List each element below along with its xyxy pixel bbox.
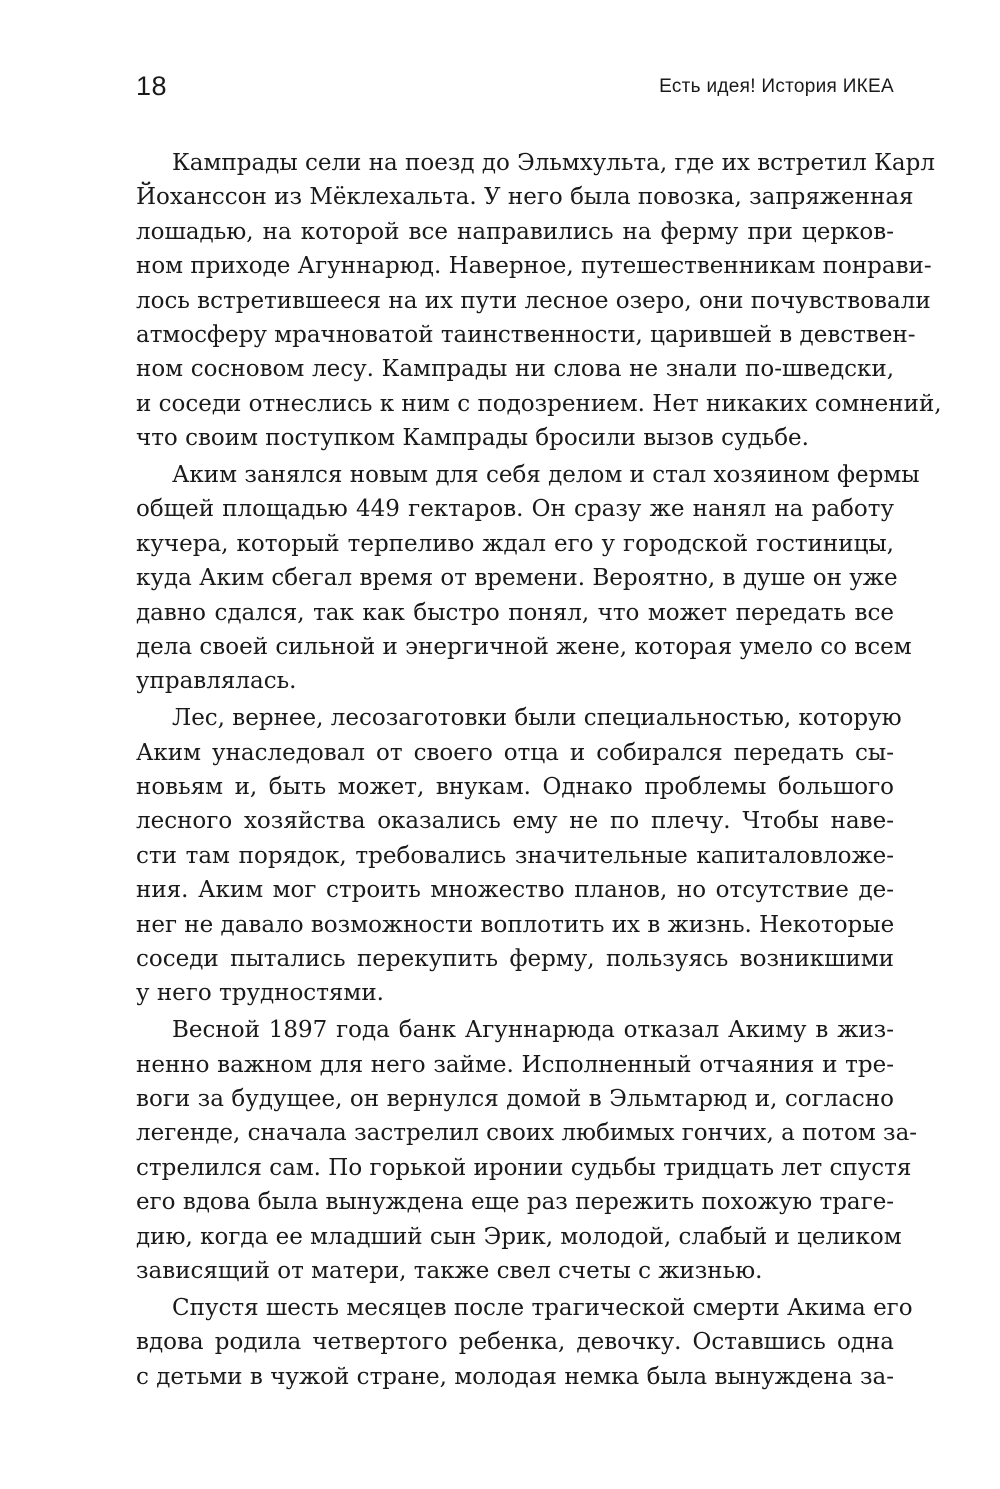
text-line: дию, когда ее младший сын Эрик, молодой, слабый и целиком xyxy=(136,1223,902,1250)
paragraph xyxy=(136,701,902,1011)
page-header xyxy=(136,70,894,110)
text-line: общей площадью 449 гектаров. Он сразу же нанял на работу xyxy=(136,496,894,523)
text-line: зависящий от матери, также свел счеты с жизнью. xyxy=(136,1258,763,1284)
text-line: вдова родила четвертого ребенка, девочку. Оставшись одна xyxy=(136,1329,894,1356)
text-line: лесного хозяйства оказались ему не по плечу. Чтобы наве- xyxy=(136,808,894,835)
text-line: Кампрады сели на поезд до Эльмхульта, где их встретил Карл xyxy=(172,150,935,176)
text-line: что своим поступком Кампрады бросили вызов судьбе. xyxy=(136,425,809,452)
page-number: 18 xyxy=(136,71,168,101)
text-line: лось встретившееся на их пути лесное озеро, они почувствовали xyxy=(136,287,931,314)
text-line: Лес, вернее, лесозаготовки были специальностью, которую xyxy=(172,705,902,732)
paragraph xyxy=(136,146,942,456)
paragraph xyxy=(136,458,920,699)
text-line: Спустя шесть месяцев после трагической смерти Акима его xyxy=(172,1294,913,1321)
body-text xyxy=(136,146,942,1394)
text-line: Аким занялся новым для себя делом и стал хозяином фермы xyxy=(172,462,920,489)
text-line: ном сосновом лесу. Кампрады ни слова не знали по-шведски, xyxy=(136,356,894,383)
running-title: Есть идея! История ИКЕА xyxy=(659,76,894,97)
text-line: атмосферу мрачноватой таинственности, царившей в девствен- xyxy=(136,321,916,348)
paragraph xyxy=(136,1291,913,1394)
text-line: ном приходе Агуннарюд. Наверное, путешественникам понрави- xyxy=(136,253,932,280)
paragraph xyxy=(136,1013,918,1288)
text-line: Аким унаследовал от своего отца и собирался передать сы- xyxy=(136,739,894,766)
text-line: ненно важном для него займе. Исполненный отчаяния и тре- xyxy=(136,1051,894,1078)
text-line: нег не давало возможности воплотить их в жизнь. Некоторые xyxy=(136,911,895,938)
text-line: его вдова была вынуждена еще раз пережить похожую траге- xyxy=(136,1189,895,1216)
text-line: воги за будущее, он вернулся домой в Эльмтарюд и, согласно xyxy=(136,1086,894,1113)
text-line: куда Аким сбегал время от времени. Вероятно, в душе он уже xyxy=(136,565,898,592)
text-line: соседи пытались перекупить ферму, пользуясь возникшими xyxy=(136,945,894,972)
text-line: с детьми в чужой стране, молодая немка была вынуждена за- xyxy=(136,1363,894,1390)
text-line: стрелился сам. По горькой иронии судьбы тридцать лет спустя xyxy=(136,1154,912,1181)
text-line: легенде, сначала застрелил своих любимых гончих, а потом за- xyxy=(136,1120,918,1147)
text-line: кучера, который терпеливо ждал его у городской гостиницы, xyxy=(136,530,894,557)
text-line: управлялась. xyxy=(136,668,297,695)
text-line: новьям и, быть может, внукам. Однако проблемы большого xyxy=(136,774,894,801)
text-line: у него трудностями. xyxy=(136,980,384,1007)
text-line: лошадью, на которой все направились на ферму при церков- xyxy=(136,218,894,245)
text-line: дела своей сильной и энергичной жене, которая умело со всем xyxy=(136,633,912,660)
text-line: и соседи отнеслись к ним с подозрением. Нет никаких сомнений, xyxy=(136,390,942,417)
text-line: ния. Аким мог строить множество планов, но отсутствие де- xyxy=(136,877,894,904)
text-line: Весной 1897 года банк Агуннарюда отказал Акиму в жиз- xyxy=(172,1017,894,1044)
text-line: давно сдался, так как быстро понял, что может передать все xyxy=(136,599,894,626)
text-line: Йохансcон из Мёклехальта. У него была повозка, запряженная xyxy=(136,184,914,211)
text-line: сти там порядок, требовались значительные капиталовложе- xyxy=(136,842,894,869)
